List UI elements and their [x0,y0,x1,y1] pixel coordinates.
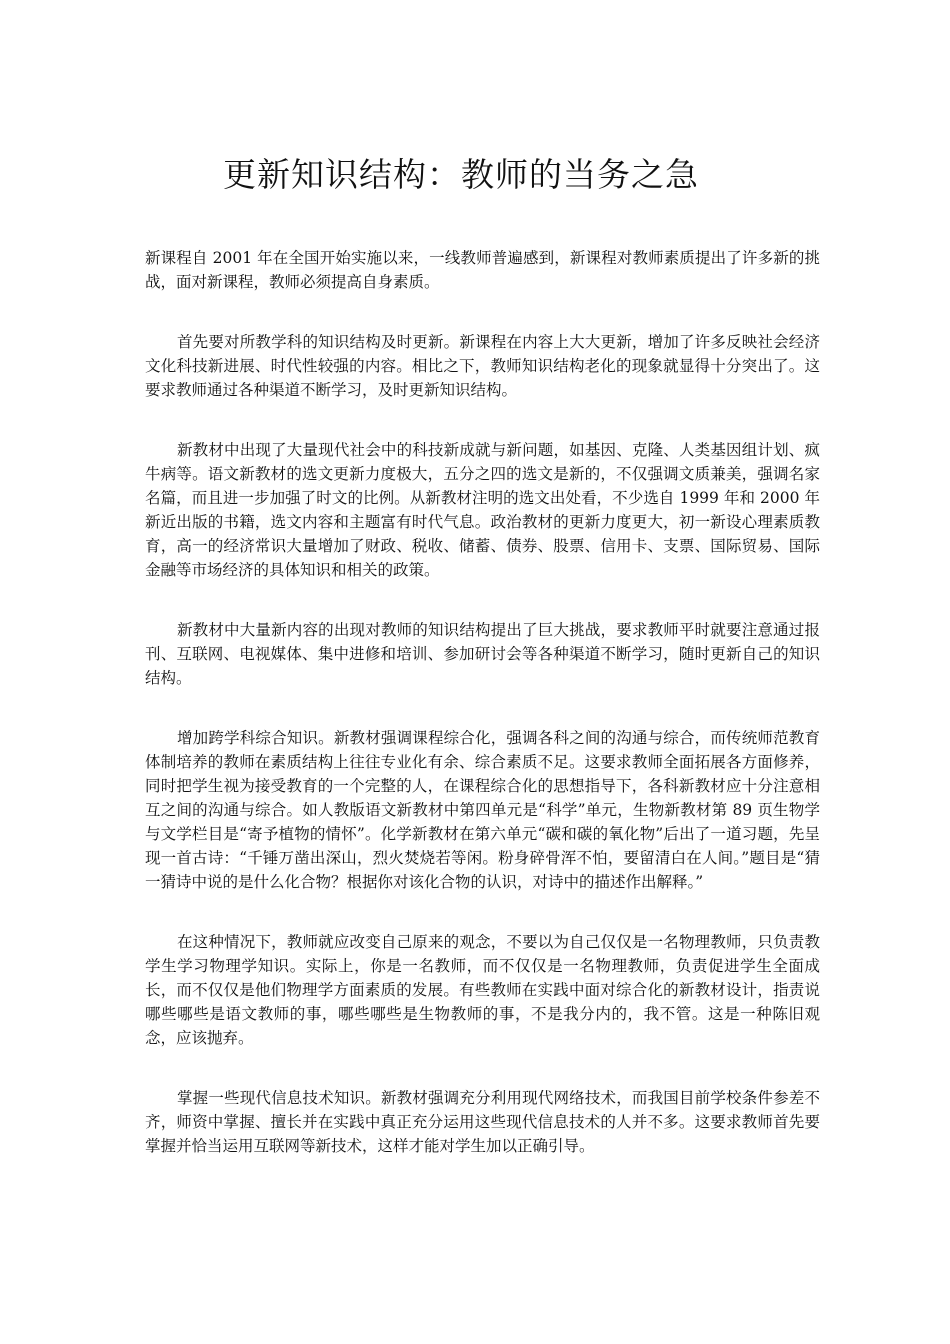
paragraph-intro: 新课程自 2001 年在全国开始实施以来，一线教师普遍感到，新课程对教师素质提出了许多新的挑战，面对新课程，教师必须提高自身素质。 [145,249,820,291]
document-title: 更新知识结构：教师的当务之急 [223,155,699,194]
paragraph-challenge: 新教材中大量新内容的出现对教师的知识结构提出了巨大挑战，要求教师平时就要注意通过报刊、互联网、电视媒体、集中进修和培训、参加研讨会等各种渠道不断学习，随时更新自己的知识结构。 [145,621,820,687]
document-body [145,246,820,1194]
paragraph-interdisciplinary: 增加跨学科综合知识。新教材强调课程综合化，强调各科之间的沟通与综合，而传统师范教育体制培养的教师在素质结构上往往专业化有余、综合素质不足。这要求教师全面拓展各方面修养，同时把学生视为接受教育的一个完整的人，在课程综合化的思想指导下，各科新教材应十分注意相互之间的沟通与综合。如人教版语文新教材中第四单元是“科学”单元，生物新教材第 89 页生物学与文学栏目是“寄予植物的情怀”。化学新教材在第六单元“碳和碳的氧化物”后出了一道习题，先呈现一首古诗：“千锤万凿出深山，烈火焚烧若等闲。粉身碎骨浑不怕，要留清白在人间。”题目是“猜一猜诗中说的是什么化合物？根据你对该化合物的认识，对诗中的描述作出解释。” [145,729,820,891]
paragraph-knowledge-update: 首先要对所教学科的知识结构及时更新。新课程在内容上大大更新，增加了许多反映社会经济文化科技新进展、时代性较强的内容。相比之下，教师知识结构老化的现象就显得十分突出了。这要求教师通过各种渠道不断学习，及时更新知识结构。 [145,333,820,399]
paragraph-new-textbook-content: 新教材中出现了大量现代社会中的科技新成就与新问题，如基因、克隆、人类基因组计划、疯牛病等。语文新教材的选文更新力度极大，五分之四的选文是新的，不仅强调文质兼美，强调名家名篇，而且进一步加强了时文的比例。从新教材注明的选文出处看，不少选自 1999 年和 2000 年新近出版的书籍，选文内容和主题富有时代气息。政治教材的更新力度更大，初一新设心理素质教育，高一的经济常识大量增加了财政、税收、储蓄、债券、股票、信用卡、支票、国际贸易、国际金融等市场经济的具体知识和相关的政策。 [145,441,820,579]
paragraph-information-technology: 掌握一些现代信息技术知识。新教材强调充分利用现代网络技术，而我国目前学校条件参差不齐，师资中掌握、擅长并在实践中真正充分运用这些现代信息技术的人并不多。这要求教师首先要掌握并恰当运用互联网等新技术，这样才能对学生加以正确引导。 [145,1089,820,1155]
paragraph-mindset: 在这种情况下，教师就应改变自己原来的观念，不要以为自己仅仅是一名物理教师，只负责教学生学习物理学知识。实际上，你是一名教师，而不仅仅是一名物理教师，负责促进学生全面成长，而不仅仅是他们物理学方面素质的发展。有些教师在实践中面对综合化的新教材设计，指责说哪些哪些是语文教师的事，哪些哪些是生物教师的事，不是我分内的，我不管。这是一种陈旧观念，应该抛弃。 [145,933,820,1047]
